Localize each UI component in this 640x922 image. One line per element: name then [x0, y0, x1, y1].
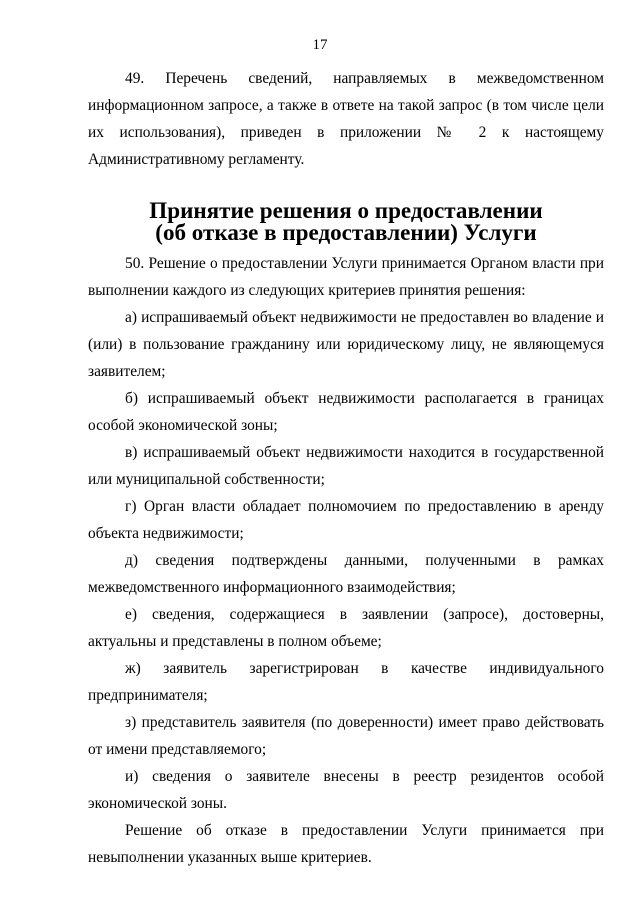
paragraph-49: 49. Перечень сведений, направляемых в межведомственном информационном запросе, а также в ответе на такой запрос (в том числе цели их использования), приведен в приложении № 2 к настоящему Административному регламенту.: [88, 70, 604, 168]
criterion-i: и) сведения о заявителе внесены в реестр резидентов особой экономической зоны.: [88, 768, 604, 812]
criterion-v: в) испрашиваемый объект недвижимости находится в государственной или муниципальной собственности;: [88, 444, 604, 488]
spacer: [88, 173, 604, 199]
criterion-zh: ж) заявитель зарегистрирован в качестве индивидуального предпринимателя;: [88, 660, 604, 704]
paragraph-50: 50. Решение о предоставлении Услуги принимается Органом власти при выполнении каждого из следующих критериев принятия решения:: [88, 255, 604, 299]
criterion-e: е) сведения, содержащиеся в заявлении (запросе), достоверны, актуальны и представлены в полном объеме;: [88, 606, 604, 650]
section-heading-line-2: (об отказе в предоставлении) Услуги: [155, 219, 537, 245]
section-heading: [88, 199, 604, 243]
criterion-b: б) испрашиваемый объект недвижимости располагается в границах особой экономической зоны;: [88, 390, 604, 434]
criterion-z: з) представитель заявителя (по доверенности) имеет право действовать от имени представляемого;: [88, 714, 604, 758]
refusal-paragraph: Решение об отказе в предоставлении Услуги принимается при невыполнении указанных выше критериев.: [88, 822, 604, 866]
section-heading-line-1: Принятие решения о предоставлении: [149, 197, 543, 223]
page-number: 17: [312, 37, 328, 53]
criterion-a: а) испрашиваемый объект недвижимости не предоставлен во владение и (или) в пользование гражданину или юридическому лицу, не являющемуся заявителем;: [88, 309, 604, 380]
criterion-g: г) Орган власти обладает полномочием по предоставлению в аренду объекта недвижимости;: [88, 498, 604, 542]
document-body: [88, 65, 604, 871]
criterion-d: д) сведения подтверждены данными, полученными в рамках межведомственного информационного взаимодействия;: [88, 552, 604, 596]
